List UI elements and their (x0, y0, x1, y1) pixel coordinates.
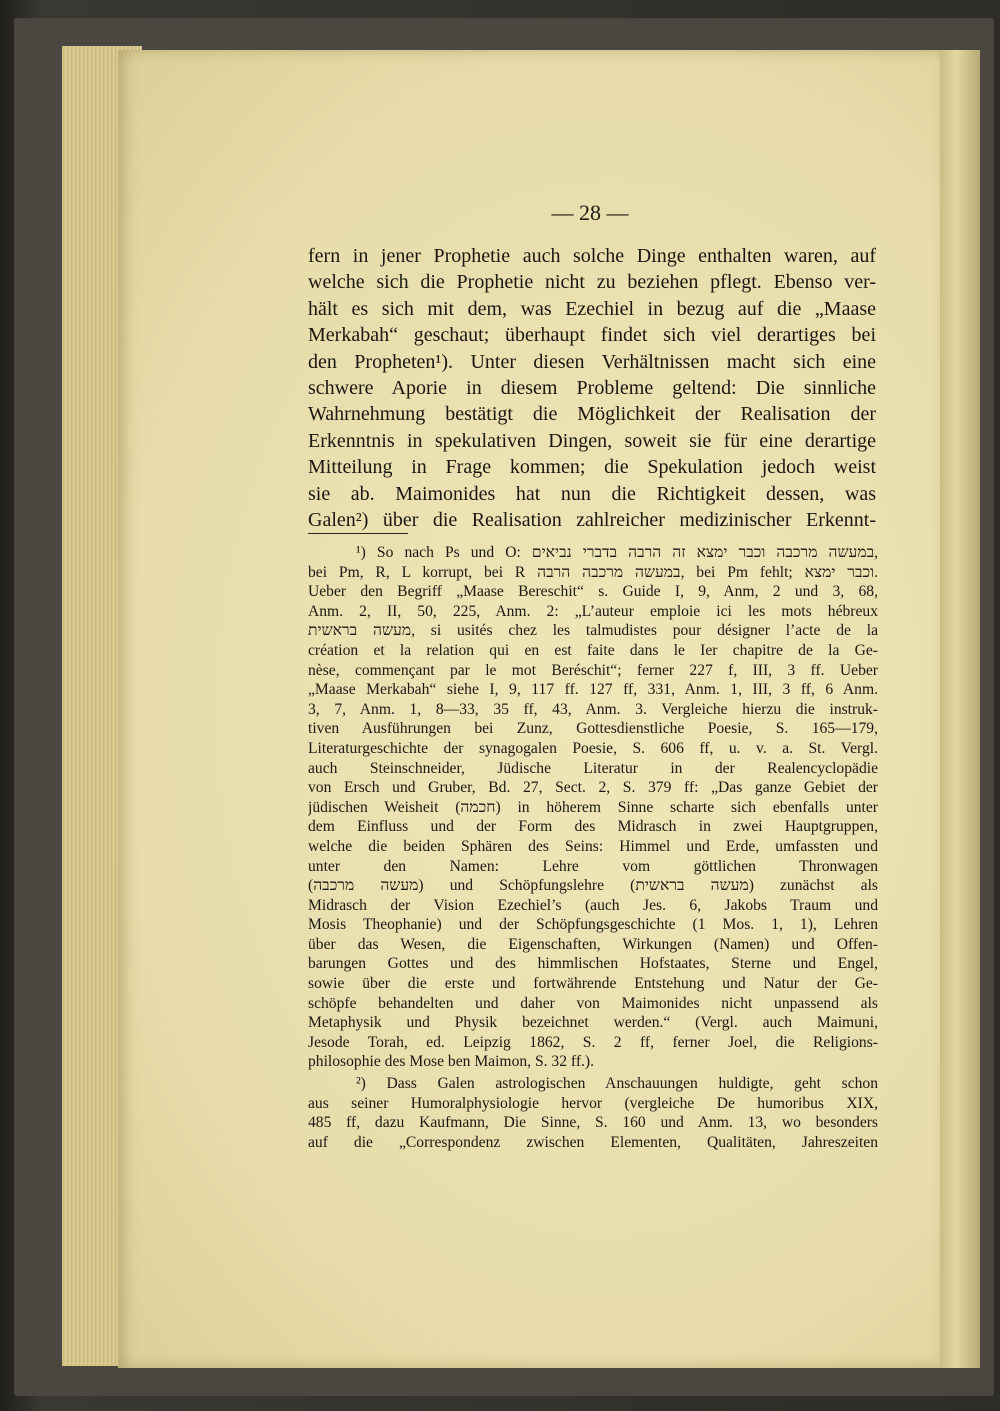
footnote-line: aus seiner Humoralphysiologie hervor (vergleiche De humoribus XIX, (308, 1094, 878, 1112)
text-line: Galen²) über die Realisation zahlreicher medizinischer Erkennt- (308, 509, 876, 532)
footnote-line: Literaturgeschichte der synagogalen Poesie, S. 606 ff, u. v. a. St. Vergl. (308, 739, 878, 757)
text-line: welche sich die Prophetie nicht zu beziehen pflegt. Ebenso ver- (308, 271, 876, 294)
text-line: Merkabah“ geschaut; überhaupt findet sich viel derartiges bei (308, 324, 876, 347)
footnote-line: 485 ff, dazu Kaufmann, Die Sinne, S. 160 und Anm. 13, wo besonders (308, 1114, 878, 1132)
footnote-line: jüdischen Weisheit (חכמה) in höherem Sinne scharte sich ebenfalls unter (308, 798, 878, 816)
text-line: sie ab. Maimonides hat nun die Richtigkeit dessen, was (308, 482, 876, 505)
footnote-line: Metaphysik und Physik bezeichnet werden.“ (Vergl. auch Maimuni, (308, 1014, 878, 1032)
footnote-2 (308, 1074, 878, 1152)
text-line: Wahrnehmung bestätigt die Möglichkeit der Realisation der (308, 403, 876, 426)
footnote-line: מעשה בראשית, si usités chez les talmudistes pour désigner l’acte de la (308, 622, 878, 640)
footnote-line: création et la relation qui en est faite dans le Ier chapitre de la Ge- (308, 641, 878, 659)
footnote-line: Anm. 2, II, 50, 225, Anm. 2: „L’auteur emploie ici les mots hébreux (308, 602, 878, 620)
footnote-line: dem Einfluss und der Form des Midrasch in zwei Hauptgruppen, (308, 818, 878, 836)
footnotes (308, 543, 878, 1152)
footnote-line: philosophie des Mose ben Maimon, S. 32 ff.). (308, 1053, 595, 1071)
text-line: den Propheten¹). Unter diesen Verhältnissen macht sich eine (308, 350, 876, 373)
footnote-line: welche die beiden Sphären des Seins: Himmel und Erde, umfassten und (308, 837, 878, 855)
text-line: schwere Aporie in diesem Probleme geltend: Die sinnliche (308, 377, 876, 400)
footnote-1 (308, 543, 878, 1072)
text-line: hält es sich mit dem, was Ezechiel in bezug auf die „Maase (308, 297, 876, 320)
footnote-rule (308, 533, 408, 534)
footnote-line: ¹) So nach Ps und O: במעשה מרכבה וכבר ימצא זה הרבה בדברי נביאים, (356, 544, 878, 561)
text-line: Erkenntnis in spekulativen Dingen, soweit sie für eine derartige (308, 429, 876, 452)
footnote-line: von Ersch und Gruber, Bd. 27, Sect. 2, S. 379 ff: „Das ganze Gebiet der (308, 779, 878, 797)
footnote-line: barungen Gottes und des himmlischen Hofstaates, Sterne und Engel, (308, 955, 878, 973)
footnote-line: unter den Namen: Lehre vom göttlichen Thronwagen (308, 857, 878, 875)
footnote-line: Ueber den Begriff „Maase Bereschit“ s. Guide I, 9, Anm, 2 und 3, 68, (308, 583, 878, 601)
footnote-line: Mosis Theophanie) und der Schöpfungsgeschichte (1 Mos. 1, 1), Lehren (308, 916, 878, 934)
footnote-line: nèse, commençant par le mot Beréschit“; ferner 227 f, III, 3 ff. Ueber (308, 661, 878, 679)
main-text (308, 243, 876, 533)
footnote-line: sowie über die erste und fortwährende Entstehung und Natur der Ge- (308, 975, 878, 993)
footnote-line: ²) Dass Galen astrologischen Anschauungen huldigte, geht schon (356, 1075, 878, 1093)
footnote-line: (מעשה מרכבה) und Schöpfungslehre (מעשה בראשית) zunächst als (308, 877, 878, 895)
footnote-line: Midrasch der Vision Ezechiel’s (auch Jes. 6, Jakobs Traum und (308, 896, 878, 914)
footnote-line: Jesode Torah, ed. Leipzig 1862, S. 2 ff, ferner Joel, die Religions- (308, 1033, 878, 1051)
page-number: — 28 — (551, 200, 629, 225)
footnote-line: schöpfe behandelten und daher von Maimonides nicht unpassend als (308, 994, 878, 1012)
footnote-line: „Maase Merkabah“ siehe I, 9, 117 ff. 127 ff, 331, Anm. 1, III, 3 ff, 6 Anm. (308, 681, 878, 699)
text-line: Mitteilung in Frage kommen; die Spekulation jedoch weist (308, 456, 876, 479)
facing-page-edge (940, 50, 980, 1368)
footnote-line: 3, 7, Anm. 1, 8—33, 35 ff, 43, Anm. 3. Vergleiche hierzu die instruk- (308, 700, 878, 718)
footnote-line: tiven Ausführungen bei Zunz, Gottesdienstliche Poesie, S. 165—179, (308, 720, 878, 738)
text-line: fern in jener Prophetie auch solche Dinge enthalten waren, auf (308, 245, 876, 267)
footnote-line: bei Pm, R, L korrupt, bei R במעשה מרכבה הרבה, bei Pm fehlt; וכבר ימצא. (308, 563, 878, 581)
footnote-line: auf die „Correspondenz zwischen Elementen, Qualitäten, Jahreszeiten (308, 1133, 878, 1151)
footnote-line: auch Steinschneider, Jüdische Literatur in der Realencyclopädie (308, 759, 878, 777)
footnote-line: über das Wesen, die Eigenschaften, Wirkungen (Namen) und Offen- (308, 935, 878, 953)
